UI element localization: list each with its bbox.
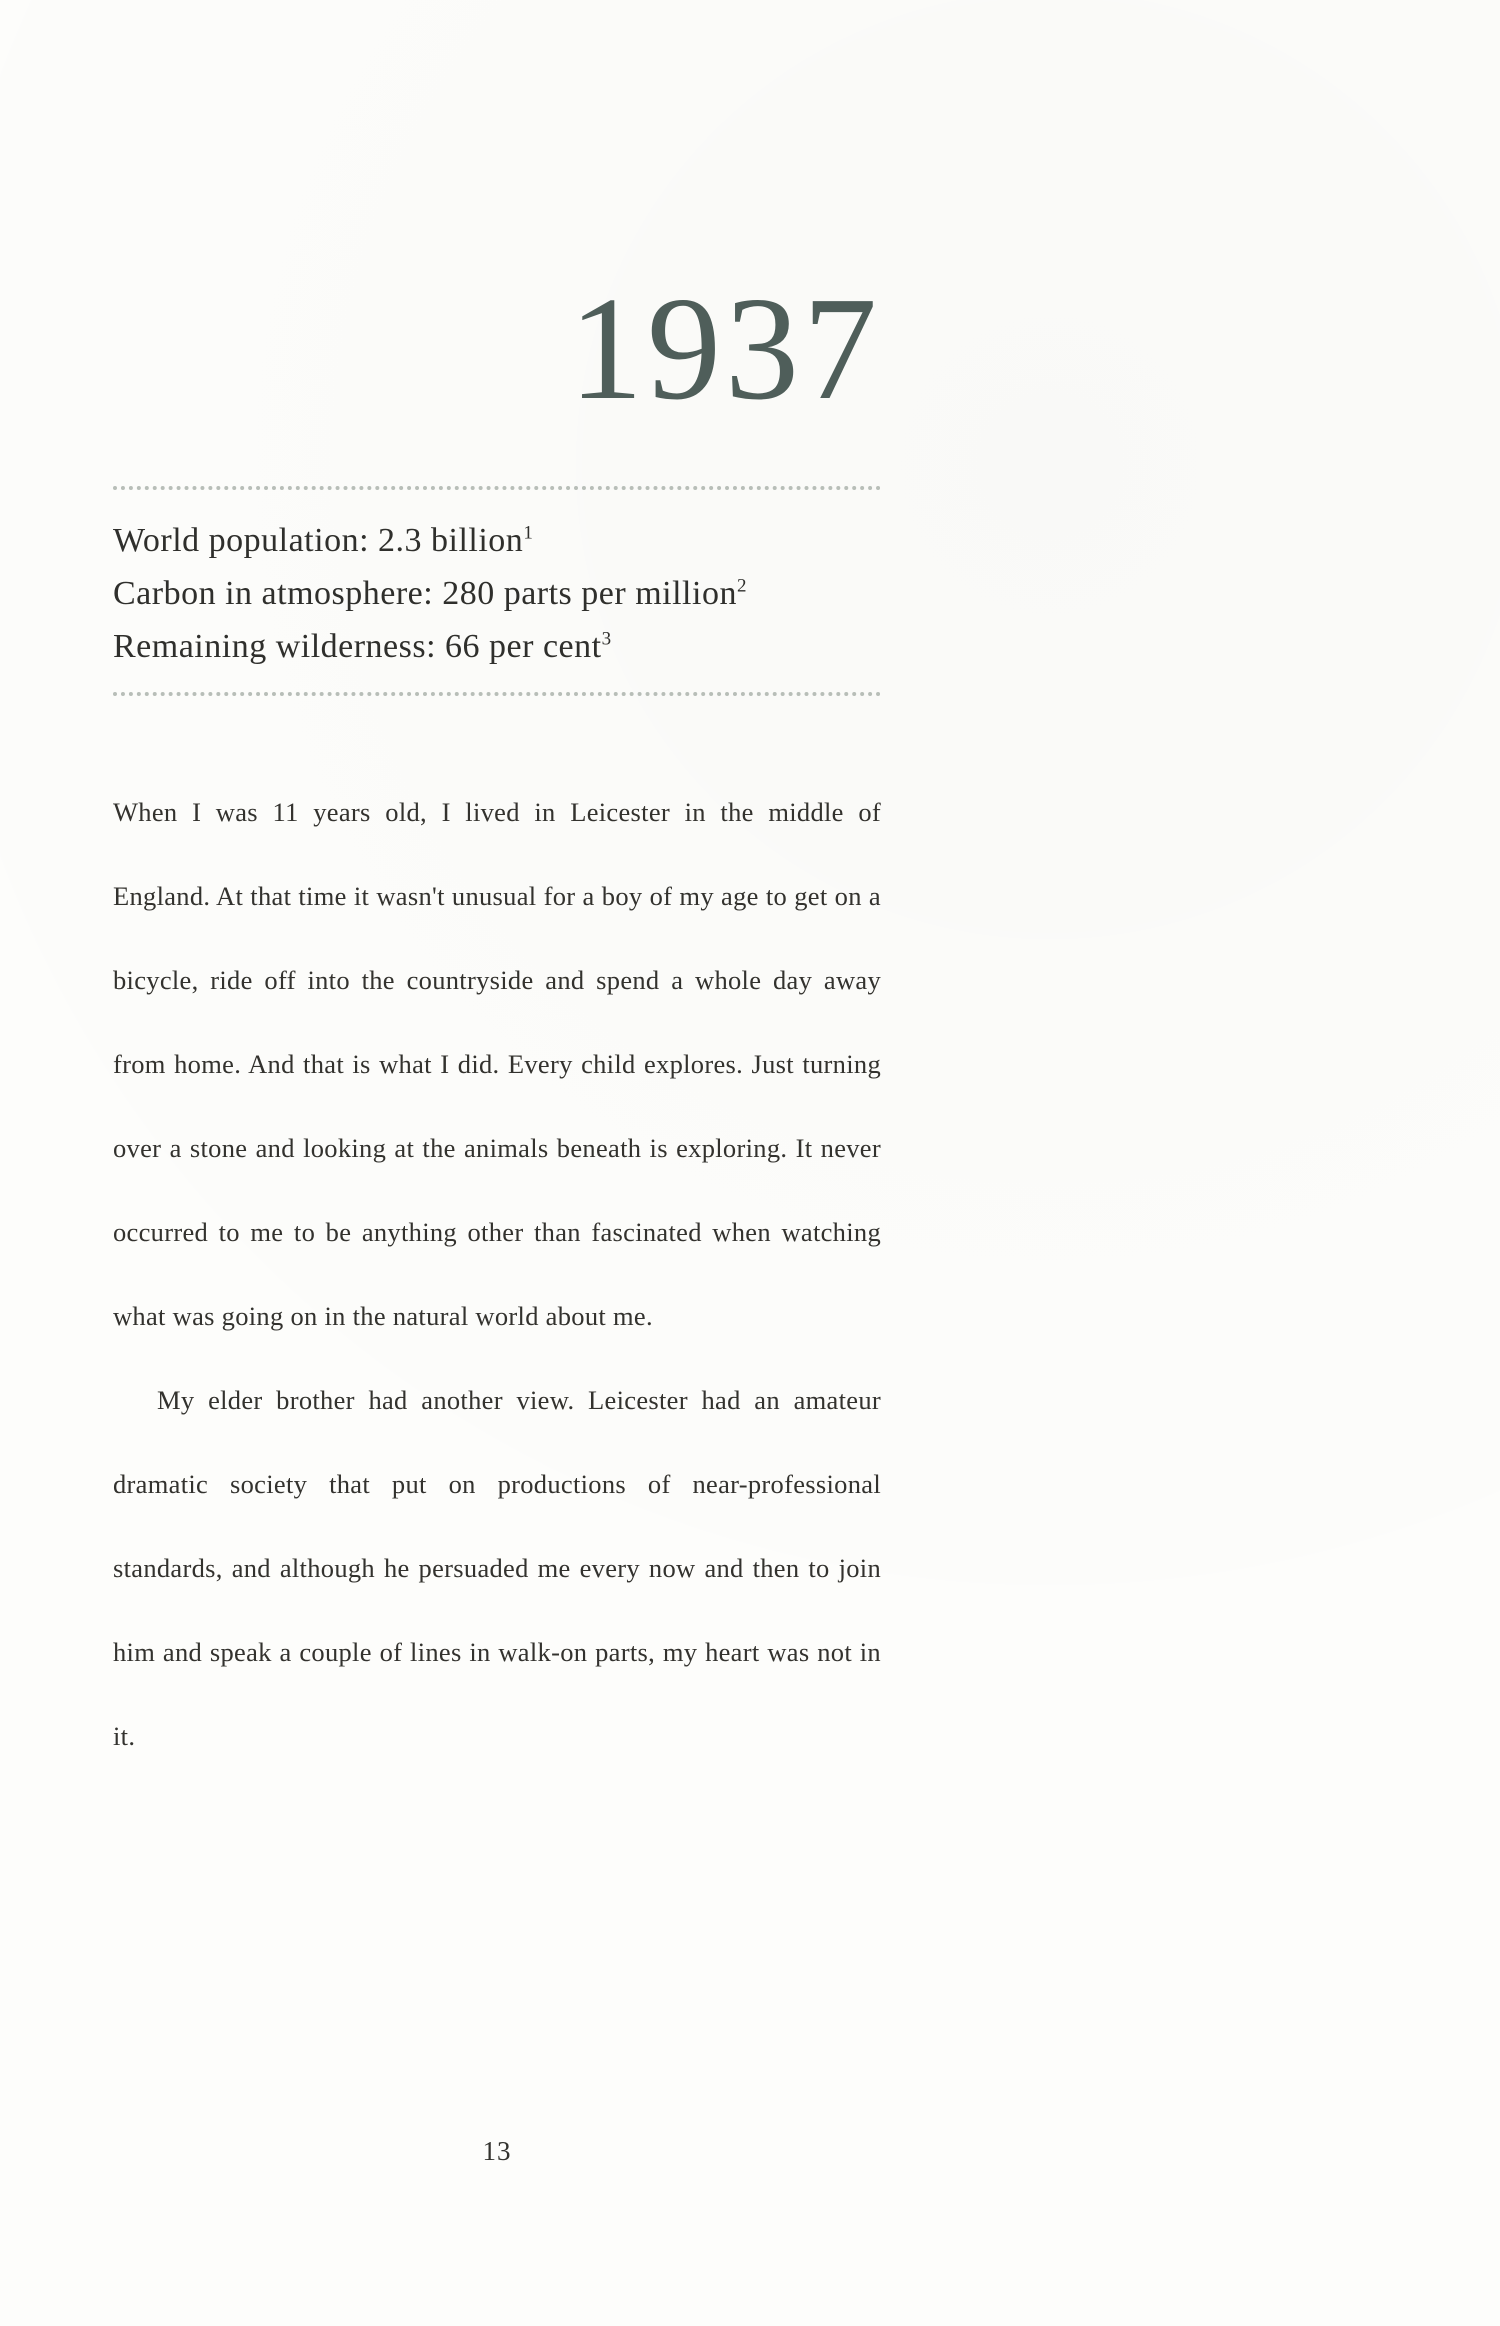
page-number: 13 <box>482 2136 512 2166</box>
stat-text: Carbon in atmosphere: 280 parts per million <box>113 575 737 612</box>
stat-text: World population: 2.3 billion <box>113 522 524 559</box>
footnote-marker: 3 <box>601 628 612 650</box>
stat-text: Remaining wilderness: 66 per cent <box>113 628 602 665</box>
paragraph: My elder brother had another view. Leicester had an amateur dramatic society that put on productions of near-professional standards, and although he persuaded me every now and then to join him and speak a couple of lines in walk-on parts, my heart was not in it. <box>113 1385 881 1751</box>
footnote-marker: 2 <box>736 575 747 597</box>
footnote-marker: 1 <box>523 522 534 544</box>
chapter-year-heading: 1937 <box>569 267 881 431</box>
body-text-block <box>113 770 881 1778</box>
stat-line-carbon <box>113 567 881 620</box>
decorative-divider-bottom <box>113 692 881 696</box>
stat-line-wilderness <box>113 620 881 673</box>
decorative-divider-top <box>113 486 881 490</box>
paragraph: When I was 11 years old, I lived in Leicester in the middle of England. At that time it wasn't unusual for a boy of my age to get on a bicycle, ride off into the countryside and spend a whole day away from home. And that is what I did. Every child explores. Just turning over a stone and looking at the animals beneath is exploring. It never occurred to me to be anything other than fascinated when watching what was going on in the natural world about me. <box>113 797 881 1331</box>
stats-block <box>113 514 881 673</box>
stat-line-world-population <box>113 514 881 567</box>
content-column <box>113 0 881 2326</box>
